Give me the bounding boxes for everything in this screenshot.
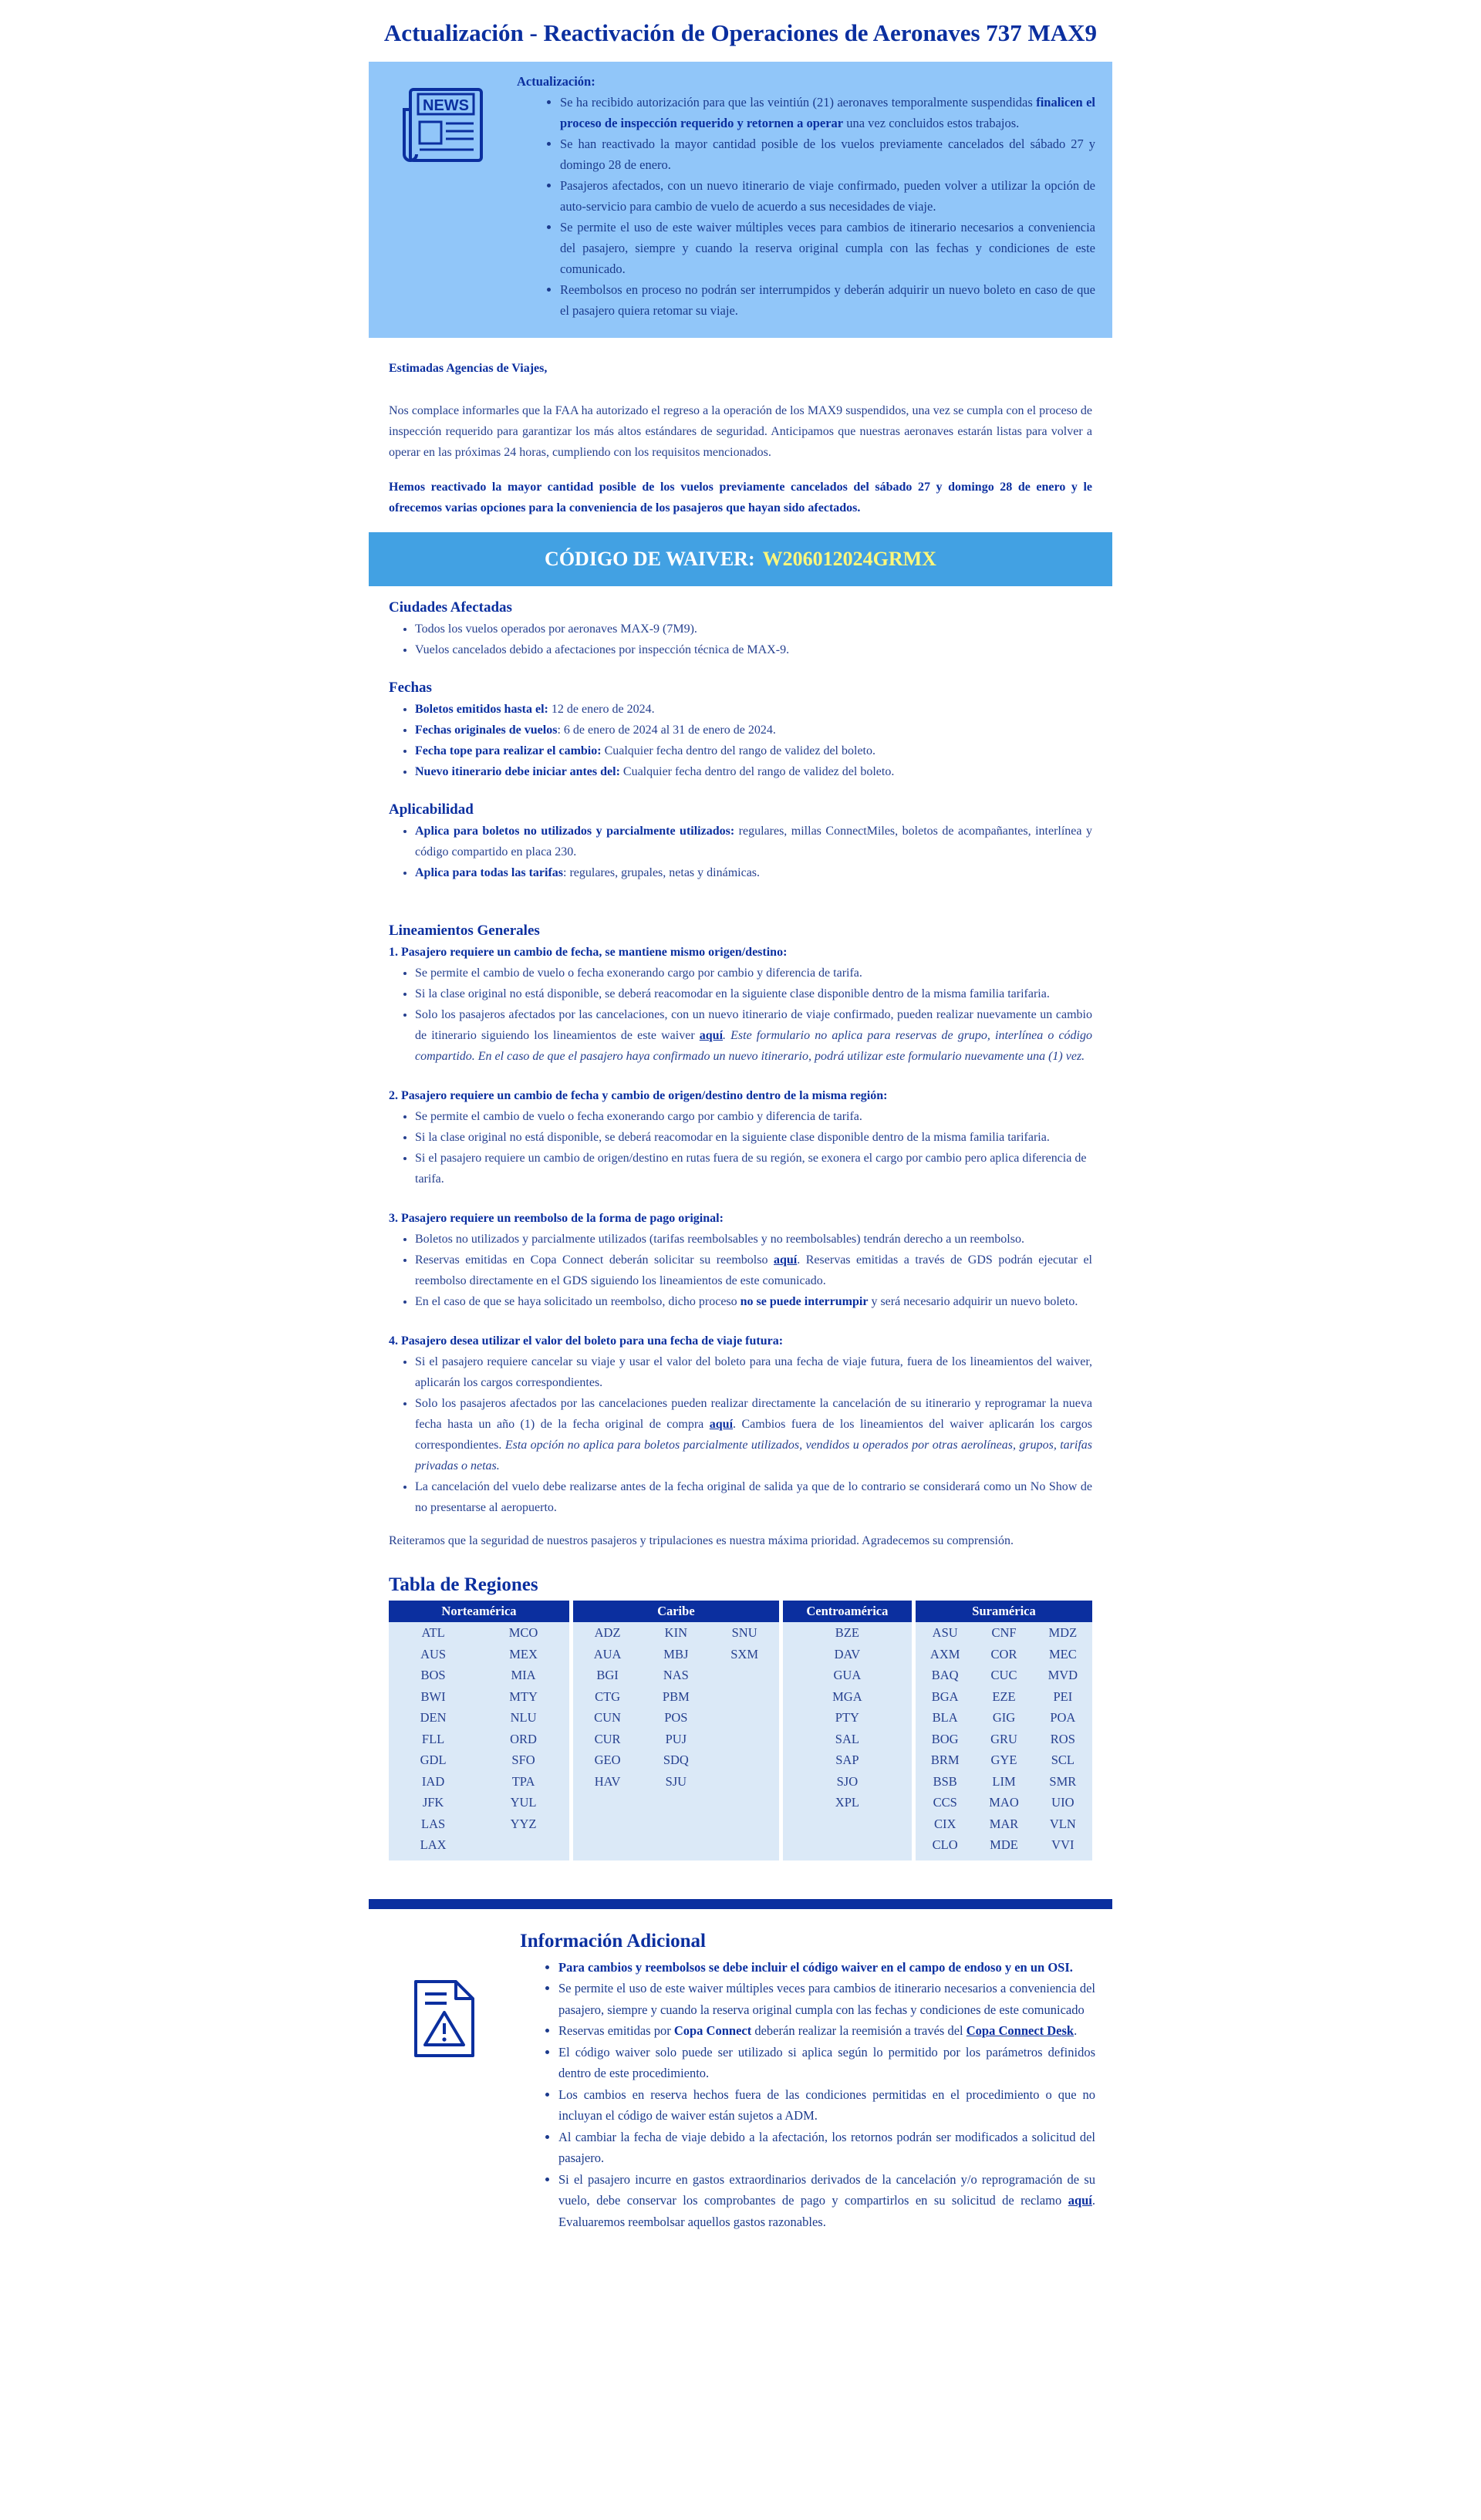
- item-label: Boletos emitidos hasta el:: [415, 703, 548, 716]
- airport-code: MGA: [832, 1688, 862, 1704]
- airport-code: ORD: [510, 1731, 537, 1746]
- airport-code: KIN: [664, 1625, 687, 1640]
- airport-code: SAL: [835, 1731, 859, 1746]
- list-item: [415, 821, 1092, 862]
- update-item: [560, 175, 1095, 217]
- airport-code: ATL: [421, 1625, 445, 1640]
- region-codes: [389, 1622, 569, 1860]
- item-label: Nuevo itinerario debe iniciar antes del:: [415, 765, 620, 778]
- airport-code: TPA: [511, 1773, 535, 1789]
- airport-code: SJU: [665, 1773, 687, 1789]
- page-title: Actualización - Reactivación de Operaciones de Aeronaves 737 MAX9: [383, 19, 1098, 46]
- item-text: En el caso de que se haya solicitado un reembolso, dicho proceso: [415, 1295, 740, 1308]
- list-item: [558, 2169, 1095, 2233]
- airport-code: CIX: [933, 1816, 956, 1831]
- list-item: [415, 862, 1092, 883]
- region-header: Caribe: [573, 1601, 779, 1622]
- item-text: Cualquier fecha dentro del rango de validez del boleto.: [619, 765, 895, 778]
- guideline-4-list: [389, 1351, 1092, 1518]
- item-text: y será necesario adquirir un nuevo boleto.: [868, 1295, 1078, 1308]
- item-bold: Para cambios y reembolsos se debe incluir el código waiver en el campo de endoso y en un OSI.: [558, 1959, 1073, 1975]
- airport-code: ASU: [932, 1625, 958, 1640]
- airport-code: BAQ: [931, 1668, 959, 1682]
- airport-code: CTG: [595, 1688, 621, 1704]
- airport-code: GEO: [594, 1753, 621, 1767]
- update-item: [560, 217, 1095, 279]
- fechas-list: [389, 699, 1092, 782]
- airport-code: MVD: [1047, 1668, 1078, 1682]
- item-text: 12 de enero de 2024.: [548, 703, 655, 716]
- region-suramerica: [916, 1601, 1092, 1860]
- airport-code: MAO: [989, 1795, 1019, 1810]
- airport-code: LIM: [992, 1773, 1016, 1789]
- update-content: [517, 71, 1095, 327]
- list-item: [558, 2020, 1095, 2042]
- airport-code: MIA: [511, 1668, 536, 1682]
- waiver-banner: [369, 532, 1112, 586]
- item-bold: no se puede interrumpir: [740, 1295, 869, 1308]
- airport-code: ROS: [1050, 1731, 1075, 1746]
- list-item: • Se permite el uso de este waiver múltiples veces para cambios de itinerario necesarios a conveniencia del pasajero, siempre y cuando la reserva original cumpla con las fechas y condiciones de este comunicado: [558, 1978, 1095, 2020]
- airport-code: AXM: [929, 1646, 960, 1661]
- letter-intro: [369, 358, 1112, 518]
- list-item: • Los cambios en reserva hechos fuera de las condiciones permitidas en el procedimiento o que no incluyan el código de waiver están sujetos a ADM.: [558, 2084, 1095, 2127]
- list-item: [415, 1393, 1092, 1476]
- airport-code: GDL: [420, 1753, 447, 1767]
- airport-code: POS: [664, 1710, 688, 1725]
- airport-code: PEI: [1053, 1688, 1073, 1704]
- news-icon: [369, 71, 517, 327]
- regions-heading: Tabla de Regiones: [389, 1574, 538, 1595]
- airport-code: NAS: [663, 1668, 689, 1682]
- guideline-4-title: 4. Pasajero desea utilizar el valor del boleto para una fecha de viaje futura:: [389, 1334, 784, 1348]
- airport-code: GYE: [990, 1753, 1017, 1767]
- lineamientos-heading: Lineamientos Generales: [389, 923, 540, 939]
- airport-code: VVI: [1051, 1837, 1074, 1852]
- airport-code: XPL: [835, 1795, 859, 1810]
- update-item-text: una vez concluidos estos trabajos.: [843, 116, 1020, 130]
- airport-code: BRM: [930, 1753, 960, 1767]
- airport-code: LAS: [420, 1816, 446, 1831]
- region-codes: [573, 1622, 779, 1796]
- airport-code: BZE: [835, 1625, 859, 1640]
- airport-code: MDZ: [1048, 1625, 1078, 1640]
- airport-code: UIO: [1051, 1795, 1074, 1810]
- list-item: • Si el pasajero requiere un cambio de origen/destino en rutas fuera de su región, se exonera el cargo por cambio pero aplica diferencia de tarifa.: [415, 1148, 1092, 1189]
- airport-code: BOS: [420, 1668, 446, 1682]
- list-item: [415, 1250, 1092, 1291]
- airport-code: CUN: [594, 1710, 621, 1725]
- airport-code: SAP: [835, 1753, 859, 1767]
- item-text: . Reservas emitidas a través de GDS podrán ejecutar el reembolso directamente en el GDS siguiendo los lineamientos de este comunicado.: [415, 1253, 1092, 1287]
- list-item: • Se permite el cambio de vuelo o fecha exonerando cargo por cambio y diferencia de tarifa.: [415, 1106, 1092, 1127]
- section-divider: [369, 1899, 1112, 1909]
- airport-code: FLL: [421, 1731, 445, 1746]
- list-item: [415, 720, 1092, 740]
- item-text: . Cambios fuera de los lineamientos del waiver aplicarán los cargos correspondientes.: [415, 1418, 1093, 1452]
- fechas-heading: Fechas: [389, 680, 432, 696]
- update-item-bold: finalicen el proceso de inspección requerido y retornen a operar: [560, 95, 1096, 130]
- list-item: [415, 1004, 1092, 1067]
- airport-code: MEX: [509, 1646, 538, 1661]
- item-text: deberán realizar la reemisión a través del: [751, 2023, 967, 2038]
- list-item: [558, 1957, 1095, 1979]
- news-icon-label: NEWS: [423, 97, 469, 114]
- list-item: • La cancelación del vuelo debe realizarse antes de la fecha original de salida ya que de lo contrario se considerará como un No Show de no presentarse al aeropuerto.: [415, 1476, 1092, 1518]
- item-text: : 6 de enero de 2024 al 31 de enero de 2024.: [557, 724, 776, 737]
- item-text: Solo los pasajeros afectados por las cancelaciones, con un nuevo itinerario de viaje confirmado, pueden realizar nuevamente un cambio de itinerario siguiendo los lineamientos de este waiver: [415, 1008, 1092, 1042]
- airport-code: LAX: [420, 1837, 447, 1852]
- info-heading: Información Adicional: [520, 1930, 706, 1952]
- airport-code: PTY: [835, 1710, 859, 1725]
- airport-code: BWI: [420, 1688, 446, 1704]
- airport-code: EZE: [992, 1688, 1016, 1704]
- info-section: [369, 1929, 1112, 2233]
- airport-code: MTY: [509, 1688, 538, 1704]
- airport-code: GUA: [833, 1668, 862, 1682]
- update-list: [517, 92, 1095, 321]
- item-text: Cualquier fecha dentro del rango de validez del boleto.: [601, 744, 875, 757]
- ciudades-heading: Ciudades Afectadas: [389, 599, 512, 616]
- item-text: : regulares, grupales, netas y dinámicas.: [563, 866, 761, 879]
- list-item: • Boletos no utilizados y parcialmente utilizados (tarifas reembolsables y no reembolsables) tendrán derecho a un reembolso.: [415, 1229, 1092, 1250]
- regions-table: [389, 1601, 1092, 1860]
- airport-code: MEC: [1048, 1646, 1077, 1661]
- airport-code: CUC: [990, 1668, 1017, 1682]
- airport-code: SNU: [731, 1625, 757, 1640]
- region-caribe: [573, 1601, 779, 1860]
- region-header: Suramérica: [916, 1601, 1092, 1622]
- airport-code: BGA: [931, 1688, 959, 1704]
- item-note: Esta opción no aplica para boletos parcialmente utilizados, vendidos u operados por otras aerolíneas, grupos, tarifas privadas o netas.: [415, 1439, 1093, 1473]
- airport-code: DAV: [834, 1646, 861, 1661]
- guideline-2-title: 2. Pasajero requiere un cambio de fecha y cambio de origen/destino dentro de la misma región:: [389, 1089, 888, 1102]
- region-norteamerica: [389, 1601, 569, 1860]
- list-item: • Si el pasajero requiere cancelar su viaje y usar el valor del boleto para una fecha de viaje futura, fuera de los lineamientos del waiver, aplicarán los cargos correspondientes.: [415, 1351, 1092, 1393]
- guideline-1-title: 1. Pasajero requiere un cambio de fecha, se mantiene mismo origen/destino:: [389, 946, 788, 959]
- airport-code: IAD: [421, 1773, 445, 1789]
- airport-code: GIG: [992, 1710, 1016, 1725]
- airport-code: SCL: [1051, 1753, 1074, 1767]
- form-link[interactable]: aquí: [699, 1029, 724, 1042]
- item-bold: Copa Connect: [673, 2023, 752, 2038]
- airport-code: BOG: [931, 1731, 959, 1746]
- airport-code: JFK: [422, 1795, 444, 1810]
- airport-code: AUA: [593, 1646, 622, 1661]
- airport-code: SXM: [730, 1646, 759, 1661]
- info-content: [520, 1929, 1112, 2233]
- airport-code: BLA: [932, 1710, 958, 1725]
- airport-code: NLU: [510, 1710, 537, 1725]
- guideline-2-list: [389, 1106, 1092, 1189]
- airport-code: POA: [1050, 1710, 1076, 1725]
- item-text: . Evaluaremos reembolsar aquellos gastos razonables.: [558, 2193, 1095, 2229]
- region-codes: [916, 1622, 1092, 1860]
- update-item: [560, 279, 1095, 321]
- update-item-text: Pasajeros afectados, con un nuevo itinerario de viaje confirmado, pueden volver a utilizar la opción de auto-servicio para cambio de vuelo de acuerdo a sus necesidades de viaje.: [560, 178, 1095, 214]
- update-item: [560, 133, 1095, 175]
- airport-code: MBJ: [663, 1646, 689, 1661]
- item-text: Solo los pasajeros afectados por las cancelaciones pueden realizar directamente la cancelación de su itinerario y reprogramar la nueva fecha hasta un año (1) de la fecha original de compra: [415, 1397, 1092, 1431]
- update-box: [369, 62, 1112, 338]
- list-item: • Todos los vuelos operados por aeronaves MAX-9 (7M9).: [415, 619, 1092, 639]
- airport-code: GRU: [990, 1731, 1017, 1746]
- airport-code: MCO: [508, 1625, 538, 1640]
- list-item: • Al cambiar la fecha de viaje debido a la afectación, los retornos podrán ser modificados a solicitud del pasajero.: [558, 2127, 1095, 2169]
- airport-code: CCS: [933, 1795, 957, 1810]
- ciudades-list: [389, 619, 1092, 660]
- airport-code: BSB: [933, 1773, 957, 1789]
- waiver-label: CÓDIGO DE WAIVER:: [545, 548, 755, 570]
- item-text: Reservas emitidas por: [558, 2023, 674, 2038]
- region-centroamerica: [783, 1601, 912, 1860]
- airport-code: YYZ: [510, 1816, 537, 1831]
- list-item: • Se permite el cambio de vuelo o fecha exonerando cargo por cambio y diferencia de tarifa.: [415, 963, 1092, 983]
- claim-link[interactable]: aquí: [1068, 2193, 1092, 2208]
- airport-code: ADZ: [594, 1625, 621, 1640]
- update-item-text: Se ha recibido autorización para que las veintiún (21) aeronaves temporalmente suspendidas: [560, 95, 1037, 110]
- refund-link[interactable]: aquí: [773, 1253, 798, 1267]
- list-item: • Si la clase original no está disponible, se deberá reacomodar en la siguiente clase disponible dentro de la misma familia tarifaria.: [415, 983, 1092, 1004]
- list-item: [415, 1291, 1092, 1312]
- airport-code: CUR: [594, 1731, 621, 1746]
- airport-code: COR: [990, 1646, 1017, 1661]
- update-item: [560, 92, 1095, 133]
- update-item-text: Se han reactivado la mayor cantidad posible de los vuelos previamente cancelados del sábado 27 y domingo 28 de enero.: [560, 137, 1095, 172]
- airport-code: SMR: [1049, 1773, 1077, 1789]
- item-text: regulares, millas ConnectMiles, boletos de acompañantes, interlínea y código compartido en placa 230.: [415, 825, 1092, 859]
- info-list: [520, 1957, 1095, 2233]
- waiver-code: W206012024GRMX: [762, 548, 936, 570]
- item-text: Si el pasajero incurre en gastos extraordinarios derivados de la cancelación y/o reprogramación de su vuelo, debe conservar los comprobantes de pago y compartirlos en su solicitud de reclamo: [558, 2171, 1095, 2208]
- airport-code: MAR: [989, 1816, 1019, 1831]
- item-text: .: [1074, 2023, 1078, 2038]
- update-lead: Actualización:: [517, 74, 595, 89]
- reactivation-paragraph: Hemos reactivado la mayor cantidad posible de los vuelos previamente cancelados del sábado 27 y domingo 28 de enero y le ofrecemos varias opciones para la conveniencia de los pasajeros que hayan sido afectados.: [389, 481, 1092, 514]
- item-label: Aplica para boletos no utilizados y parcialmente utilizados:: [415, 825, 735, 838]
- airport-code: SJO: [836, 1773, 859, 1789]
- airport-code: DEN: [420, 1710, 447, 1725]
- airport-code: BGI: [596, 1668, 619, 1682]
- airport-code: PBM: [662, 1688, 690, 1704]
- airport-code: SFO: [511, 1753, 535, 1767]
- airport-code: HAV: [594, 1773, 621, 1789]
- page: [369, 0, 1112, 2232]
- aplicabilidad-heading: Aplicabilidad: [389, 801, 474, 818]
- list-item: [415, 761, 1092, 782]
- item-note: . Este formulario no aplica para reservas de grupo, interlínea o código compartido. En el caso de que el pasajero haya confirmado un nuevo itinerario, podrá utilizar este formulario nuevamente una (1) vez.: [415, 1029, 1093, 1063]
- update-item-text: Se permite el uso de este waiver múltiples veces para cambios de itinerario necesarios a conveniencia del pasajero, siempre y cuando la reserva original cumpla con las fechas y condiciones de este comunicado.: [560, 220, 1095, 276]
- region-header: Norteamérica: [389, 1601, 569, 1622]
- item-text: Reservas emitidas en Copa Connect deberán solicitar su reembolso: [415, 1253, 774, 1267]
- airport-code: SDQ: [663, 1753, 689, 1767]
- intro-paragraph: Nos complace informarles que la FAA ha autorizado el regreso a la operación de los MAX9 suspendidos, una vez se cumpla con el proceso de inspección requerido para garantizar los más altos estándares de seguridad. Anticipamos que nuestras aeronaves estarán listas para volver a operar en las próximas 24 horas, cumpliendo con los requisitos mencionados.: [389, 404, 1092, 459]
- item-label: Fechas originales de vuelos: [415, 724, 558, 737]
- airport-code: CNF: [991, 1625, 1017, 1640]
- region-header: Centroamérica: [783, 1601, 912, 1622]
- item-label: Fecha tope para realizar el cambio:: [415, 744, 602, 757]
- guideline-3-title: 3. Pasajero requiere un reembolso de la forma de pago original:: [389, 1212, 724, 1225]
- list-item: • Vuelos cancelados debido a afectaciones por inspección técnica de MAX-9.: [415, 639, 1092, 660]
- airport-code: VLN: [1049, 1816, 1076, 1831]
- list-item: • El código waiver solo puede ser utilizado si aplica según lo permitido por los parámetros definidos dentro de este procedimiento.: [558, 2042, 1095, 2084]
- aplicabilidad-list: [389, 821, 1092, 883]
- airport-code: AUS: [420, 1646, 447, 1661]
- airport-code: CLO: [932, 1837, 958, 1852]
- greeting: Estimadas Agencias de Viajes,: [389, 362, 548, 375]
- airport-code: MDE: [990, 1837, 1018, 1852]
- list-item: • Si la clase original no está disponible, se deberá reacomodar en la siguiente clase disponible dentro de la misma familia tarifaria.: [415, 1127, 1092, 1148]
- guideline-1-list: [389, 963, 1092, 1067]
- closing-paragraph: Reiteramos que la seguridad de nuestros pasajeros y tripulaciones es nuestra máxima prioridad. Agradecemos su comprensión.: [389, 1534, 1014, 1547]
- reschedule-link[interactable]: aquí: [709, 1418, 734, 1431]
- airport-code: YUL: [510, 1795, 537, 1810]
- update-item-text: Reembolsos en proceso no podrán ser interrumpidos y deberán adquirir un nuevo boleto en caso de que el pasajero quiera retomar su viaje.: [560, 282, 1095, 318]
- list-item: [415, 740, 1092, 761]
- list-item: [415, 699, 1092, 720]
- item-label: Aplica para todas las tarifas: [415, 866, 563, 879]
- details-section: [369, 597, 1112, 1860]
- copa-connect-desk-link[interactable]: Copa Connect Desk: [966, 2023, 1074, 2038]
- guideline-3-list: [389, 1229, 1092, 1312]
- airport-code: PUJ: [665, 1731, 687, 1746]
- region-codes: [783, 1622, 912, 1818]
- document-warning-icon: [369, 1929, 520, 2233]
